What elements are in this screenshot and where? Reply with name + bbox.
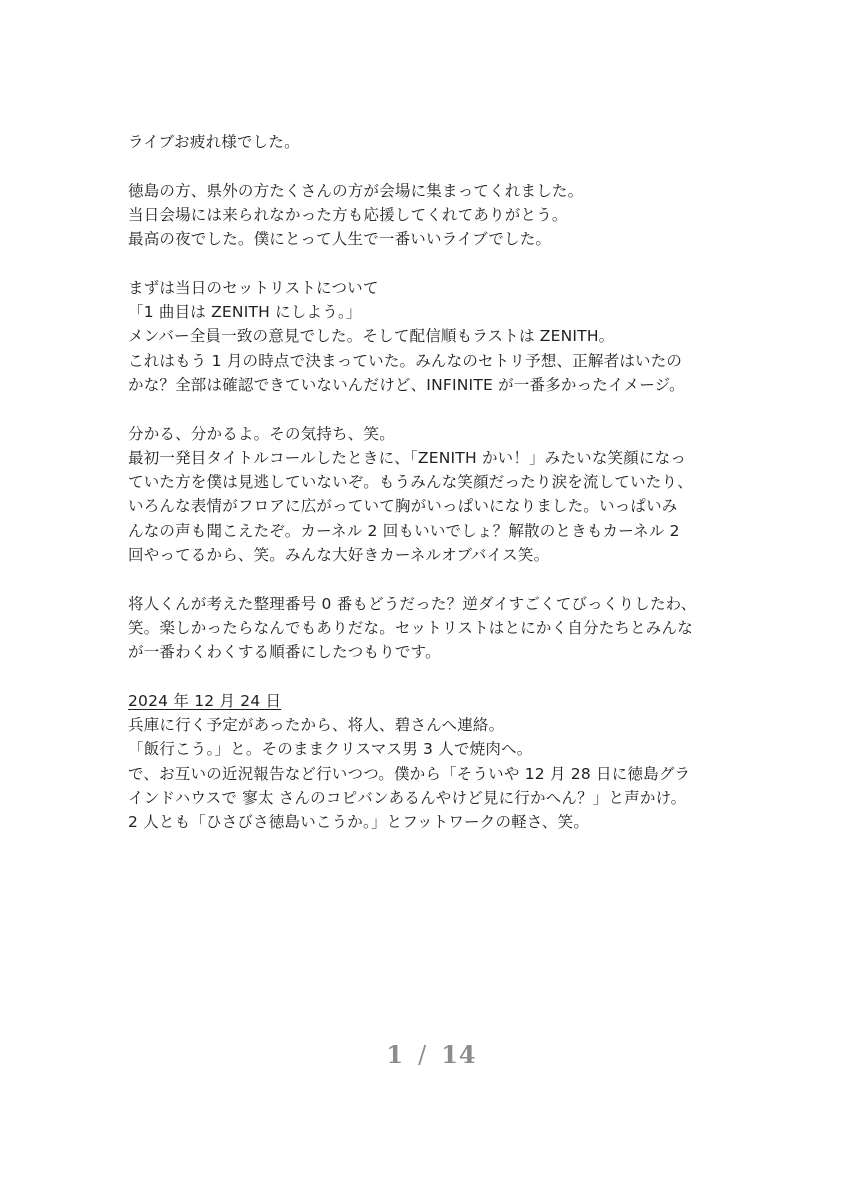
text-line: 徳島の方、県外の方たくさんの方が会場に集まってくれました。	[128, 181, 584, 200]
text-line: 最初一発目タイトルコールしたときに、「ZENITH かい！」みたいな笑顔になっ	[128, 448, 687, 467]
text-line: が一番わくわくする順番にしたつもりです。	[128, 643, 441, 662]
text-line: 当日会場には来られなかった方も応援してくれてありがとう。	[128, 205, 568, 224]
paragraph-gap	[128, 567, 748, 591]
text-line: 分かる、分かるよ。その気持ち、笑。	[128, 424, 395, 443]
paragraph-gap	[128, 154, 748, 178]
document-body	[128, 130, 748, 835]
paragraph-gap	[128, 251, 748, 275]
text-line: ていた方を僕は見逃していないぞ。もうみんな笑顔だったり涙を流していたり、	[128, 473, 693, 492]
text-line: 兵庫に行く予定があったから、将人、碧さんへ連絡。	[128, 716, 505, 735]
entry-date-heading	[128, 689, 748, 713]
paragraph-gap	[128, 397, 748, 421]
text-line: 笑。楽しかったらなんでもありだな。セットリストはとにかく自分たちとみんな	[128, 618, 693, 637]
text-line: メンバー全員一致の意見でした。そして配信順もラストは ZENITH。	[128, 327, 615, 346]
text-line: 「1 曲目は ZENITH にしよう。」	[128, 303, 362, 322]
text-line: 2 人とも「ひさびさ徳島いこうか。」とフットワークの軽さ、笑。	[128, 813, 590, 832]
text-line: 将人くんが考えた整理番号 0 番もどうだった？逆ダイすごくてびっくりしたわ、	[128, 594, 697, 613]
text-line: これはもう 1 月の時点で決まっていた。みんなのセトリ予想、正解者はいたの	[128, 351, 683, 370]
text-line: で、お互いの近況報告など行いつつ。僕から「そういや 12 月 28 日に徳島グラ	[128, 764, 691, 783]
text-line: いろんな表情がフロアに広がっていて胸がいっぱいになりました。いっぱいみ	[128, 497, 678, 516]
text-line: 「飯行こう。」と。そのままクリスマス男 3 人で焼肉へ。	[128, 740, 533, 759]
text-line: んなの声も聞こえたぞ。カーネル 2 回もいいでしょ？解散のときもカーネル 2	[128, 521, 680, 540]
current-page-number: 1	[386, 1040, 405, 1069]
page-separator: /	[418, 1041, 428, 1069]
text-line: 最高の夜でした。僕にとって人生で一番いいライブでした。	[128, 230, 552, 249]
text-line: まずは当日のセットリストについて	[128, 278, 379, 297]
entry-date: 2024 年 12 月 24 日	[128, 691, 282, 710]
page-indicator	[0, 1040, 863, 1069]
text-line: かな？全部は確認できていないんだけど、INFINITE が一番多かったイメージ。	[128, 375, 685, 394]
text-line: ライブお疲れ様でした。	[128, 133, 300, 151]
text-line: 回やってるから、笑。みんな大好きカーネルオブバイス笑。	[128, 546, 550, 565]
paragraph-gap	[128, 665, 748, 689]
text-line: インドハウスで 寥太 さんのコピバンあるんやけど見に行かへん？」と声かけ。	[128, 789, 687, 808]
total-page-count: 14	[441, 1040, 477, 1069]
